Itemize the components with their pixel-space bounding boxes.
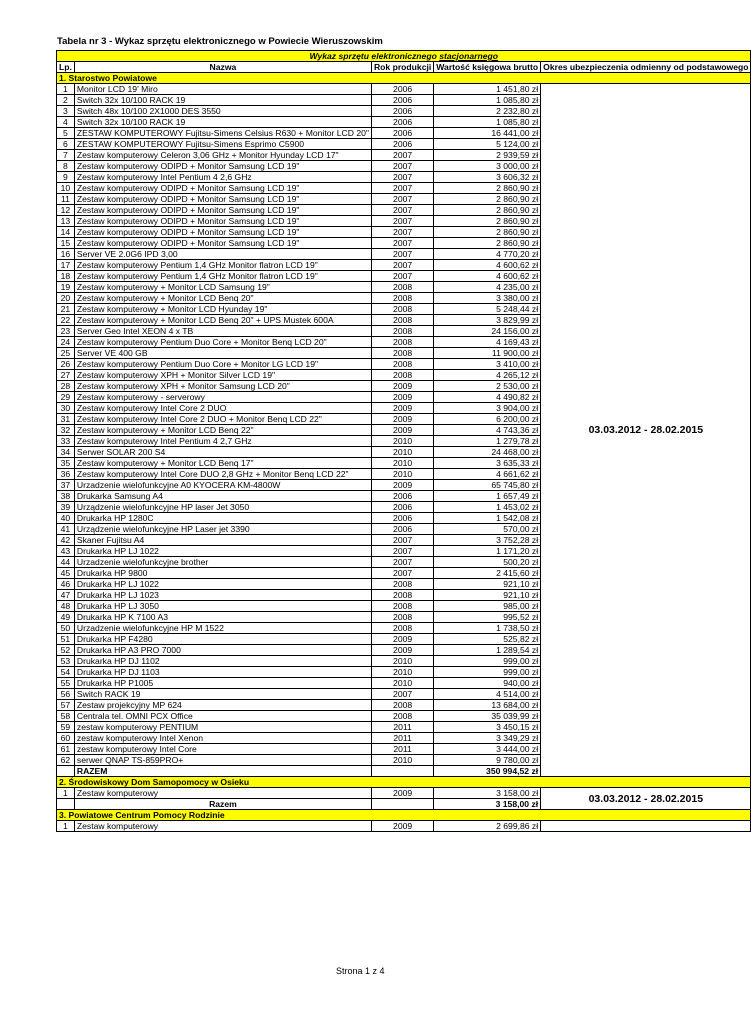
cell-lp: 3 — [57, 106, 75, 117]
cell-lp: 44 — [57, 557, 75, 568]
cell-nazwa: Zestaw projekcyjny MP 624 — [74, 700, 371, 711]
cell-lp: 48 — [57, 601, 75, 612]
cell-wartosc: 6 200,00 zł — [434, 414, 541, 425]
cell-rok: 2010 — [371, 656, 433, 667]
cell-nazwa: Zestaw komputerowy — [74, 788, 371, 799]
cell-lp: 42 — [57, 535, 75, 546]
cell-wartosc: 1 542,08 zł — [434, 513, 541, 524]
cell-lp: 49 — [57, 612, 75, 623]
total-value: 3 158,00 zł — [434, 799, 541, 810]
cell-lp: 16 — [57, 249, 75, 260]
table-banner-row — [57, 51, 751, 62]
header-lp: Lp. — [57, 62, 75, 73]
cell-rok: 2010 — [371, 469, 433, 480]
header-wartosc: Wartość księgowa brutto — [434, 62, 541, 73]
cell-lp: 5 — [57, 128, 75, 139]
header-rok: Rok produkcji — [371, 62, 433, 73]
cell-nazwa: Zestaw komputerowy ODIPD + Monitor Samsung LCD 19" — [74, 161, 371, 172]
cell-lp: 46 — [57, 579, 75, 590]
cell-lp: 37 — [57, 480, 75, 491]
cell-lp: 33 — [57, 436, 75, 447]
cell-lp: 31 — [57, 414, 75, 425]
cell-lp: 43 — [57, 546, 75, 557]
cell-rok: 2006 — [371, 128, 433, 139]
cell-wartosc: 4 661,62 zł — [434, 469, 541, 480]
cell-rok: 2009 — [371, 403, 433, 414]
cell-lp: 35 — [57, 458, 75, 469]
cell-lp: 1 — [57, 788, 75, 799]
cell-lp: 40 — [57, 513, 75, 524]
cell-wartosc: 4 169,43 zł — [434, 337, 541, 348]
cell-nazwa: Zestaw komputerowy — [74, 821, 371, 832]
cell-nazwa: Drukarka HP LJ 3050 — [74, 601, 371, 612]
cell-lp: 28 — [57, 381, 75, 392]
cell-rok: 2008 — [371, 370, 433, 381]
cell-rok: 2008 — [371, 579, 433, 590]
cell-wartosc: 1 289,54 zł — [434, 645, 541, 656]
cell-nazwa: Zestaw komputerowy Intel Core DUO 2,8 GHz + Monitor Benq LCD 22" — [74, 469, 371, 480]
cell-lp: 17 — [57, 260, 75, 271]
cell-rok: 2006 — [371, 84, 433, 95]
cell-wartosc: 999,00 zł — [434, 667, 541, 678]
cell-rok: 2011 — [371, 744, 433, 755]
cell-lp: 10 — [57, 183, 75, 194]
cell-rok: 2006 — [371, 139, 433, 150]
cell-lp: 27 — [57, 370, 75, 381]
cell-nazwa: Zestaw komputerowy Celeron 3,06 GHz + Monitor Hyunday LCD 17" — [74, 150, 371, 161]
cell-nazwa: Switch 32x 10/100 RACK 19 — [74, 117, 371, 128]
table-row — [57, 821, 751, 832]
cell-lp: 41 — [57, 524, 75, 535]
cell-lp: 24 — [57, 337, 75, 348]
cell-rok: 2007 — [371, 227, 433, 238]
cell-wartosc: 1 085,80 zł — [434, 95, 541, 106]
equipment-table — [56, 50, 751, 832]
cell-nazwa: Drukarka HP LJ 1022 — [74, 546, 371, 557]
cell-rok: 2009 — [371, 425, 433, 436]
cell-wartosc: 570,00 zł — [434, 524, 541, 535]
cell-wartosc: 2 860,90 zł — [434, 194, 541, 205]
cell-rok: 2008 — [371, 711, 433, 722]
cell-rok: 2007 — [371, 557, 433, 568]
cell-rok: 2008 — [371, 326, 433, 337]
cell-rok: 2008 — [371, 700, 433, 711]
cell-nazwa: ZESTAW KOMPUTEROWY Fujitsu-Simens Esprimo C5900 — [74, 139, 371, 150]
cell-nazwa: serwer QNAP TS-859PRO+ — [74, 755, 371, 766]
cell-nazwa: Drukarka HP A3 PRO 7000 — [74, 645, 371, 656]
section-title: 2. Środowiskowy Dom Samopomocy w Osieku — [57, 777, 751, 788]
cell-nazwa: Zestaw komputerowy XPH + Monitor Silver LCD 19" — [74, 370, 371, 381]
cell-lp: 62 — [57, 755, 75, 766]
cell-wartosc: 4 235,00 zł — [434, 282, 541, 293]
cell-nazwa: Zestaw komputerowy + Monitor LCD Benq 20" + UPS Mustek 600A — [74, 315, 371, 326]
cell-nazwa: Drukarka HP 9800 — [74, 568, 371, 579]
cell-lp: 53 — [57, 656, 75, 667]
cell-nazwa: Server Geo Intel XEON 4 x TB — [74, 326, 371, 337]
cell-nazwa: Zestaw komputerowy + Monitor LCD Benq 20" — [74, 293, 371, 304]
cell-nazwa: Monitor LCD 19' Miro — [74, 84, 371, 95]
cell-rok: 2010 — [371, 755, 433, 766]
cell-nazwa: Drukarka HP 1280C — [74, 513, 371, 524]
cell-rok: 2007 — [371, 260, 433, 271]
cell-rok: 2007 — [371, 172, 433, 183]
cell-nazwa: Urzadzenie wielofunkcyjne brother — [74, 557, 371, 568]
cell-rok: 2007 — [371, 161, 433, 172]
cell-wartosc: 2 860,90 zł — [434, 238, 541, 249]
cell-nazwa: Zestaw komputerowy ODIPD + Monitor Samsung LCD 19" — [74, 183, 371, 194]
cell-nazwa: Zestaw komputerowy ODIPD + Monitor Samsung LCD 19" — [74, 227, 371, 238]
cell-rok: 2008 — [371, 601, 433, 612]
cell-lp: 2 — [57, 95, 75, 106]
cell-rok: 2008 — [371, 623, 433, 634]
cell-lp: 55 — [57, 678, 75, 689]
cell-nazwa: Zestaw komputerowy + Monitor LCD Benq 22" — [74, 425, 371, 436]
cell-lp: 32 — [57, 425, 75, 436]
cell-rok: 2008 — [371, 359, 433, 370]
cell-wartosc: 2 860,90 zł — [434, 227, 541, 238]
cell-wartosc: 24 468,00 zł — [434, 447, 541, 458]
cell-wartosc: 4 490,82 zł — [434, 392, 541, 403]
cell-lp: 58 — [57, 711, 75, 722]
cell-rok: 2007 — [371, 205, 433, 216]
table-row — [57, 84, 751, 95]
cell-lp: 6 — [57, 139, 75, 150]
section-header-row — [57, 777, 751, 788]
cell-rok: 2007 — [371, 194, 433, 205]
total-value: 350 994,52 zł — [434, 766, 541, 777]
cell-rok: 2009 — [371, 480, 433, 491]
cell-rok: 2007 — [371, 183, 433, 194]
cell-wartosc: 2 860,90 zł — [434, 216, 541, 227]
cell-lp: 7 — [57, 150, 75, 161]
cell-lp: 30 — [57, 403, 75, 414]
cell-nazwa: Zestaw komputerowy ODIPD + Monitor Samsung LCD 19" — [74, 216, 371, 227]
cell-lp: 13 — [57, 216, 75, 227]
cell-nazwa: Zestaw komputerowy - serverowy — [74, 392, 371, 403]
cell-wartosc: 2 232,80 zł — [434, 106, 541, 117]
cell-rok: 2009 — [371, 392, 433, 403]
cell-rok: 2010 — [371, 458, 433, 469]
cell-wartosc: 2 415,60 zł — [434, 568, 541, 579]
cell-wartosc: 4 600,62 zł — [434, 271, 541, 282]
cell-wartosc: 1 171,20 zł — [434, 546, 541, 557]
cell-nazwa: Zestaw komputerowy ODIPD + Monitor Samsung LCD 19" — [74, 205, 371, 216]
cell-wartosc: 3 000,00 zł — [434, 161, 541, 172]
cell-nazwa: Drukarka HP LJ 1023 — [74, 590, 371, 601]
cell-rok: 2007 — [371, 689, 433, 700]
cell-rok: 2010 — [371, 436, 433, 447]
cell-rok: 2010 — [371, 667, 433, 678]
cell-rok: 2006 — [371, 95, 433, 106]
cell-nazwa: Drukarka HP DJ 1103 — [74, 667, 371, 678]
cell-wartosc: 3 752,28 zł — [434, 535, 541, 546]
cell-nazwa: Zestaw komputerowy Pentium 1,4 GHz Monitor flatron LCD 19" — [74, 271, 371, 282]
cell-rok: 2006 — [371, 524, 433, 535]
cell-nazwa: Drukarka HP LJ 1022 — [74, 579, 371, 590]
cell-nazwa: Centrala tel. OMNI PCX Office — [74, 711, 371, 722]
cell-lp: 50 — [57, 623, 75, 634]
section-header-row — [57, 810, 751, 821]
cell-rok: 2007 — [371, 216, 433, 227]
cell-empty — [371, 799, 433, 810]
total-label: Razem — [74, 799, 371, 810]
cell-nazwa: zestaw komputerowy Intel Xenon — [74, 733, 371, 744]
cell-lp: 21 — [57, 304, 75, 315]
cell-wartosc: 1 451,80 zł — [434, 84, 541, 95]
cell-nazwa: Zestaw komputerowy Intel Core 2 DUO + Monitor Benq LCD 22" — [74, 414, 371, 425]
cell-lp: 39 — [57, 502, 75, 513]
cell-nazwa: Urządzenie wielofunkcyjne HP Laser jet 3390 — [74, 524, 371, 535]
cell-wartosc: 921,10 zł — [434, 590, 541, 601]
cell-nazwa: Zestaw komputerowy ODIPD + Monitor Samsung LCD 19" — [74, 194, 371, 205]
cell-lp: 14 — [57, 227, 75, 238]
cell-wartosc: 3 829,99 zł — [434, 315, 541, 326]
header-okres: Okres ubezpieczenia odmienny od podstawowego — [541, 62, 751, 73]
cell-lp: 18 — [57, 271, 75, 282]
cell-rok: 2007 — [371, 150, 433, 161]
cell-rok: 2006 — [371, 513, 433, 524]
cell-lp: 59 — [57, 722, 75, 733]
cell-wartosc: 5 248,44 zł — [434, 304, 541, 315]
cell-lp: 9 — [57, 172, 75, 183]
cell-wartosc: 3 349,29 zł — [434, 733, 541, 744]
cell-wartosc: 16 441,00 zł — [434, 128, 541, 139]
cell-lp: 29 — [57, 392, 75, 403]
cell-rok: 2007 — [371, 546, 433, 557]
table-header-row — [57, 62, 751, 73]
cell-nazwa: Drukarka HP K 7100 A3 — [74, 612, 371, 623]
cell-nazwa: Server VE 400 GB — [74, 348, 371, 359]
cell-wartosc: 985,00 zł — [434, 601, 541, 612]
cell-wartosc: 13 684,00 zł — [434, 700, 541, 711]
cell-wartosc: 3 444,00 zł — [434, 744, 541, 755]
cell-rok: 2009 — [371, 788, 433, 799]
cell-lp: 20 — [57, 293, 75, 304]
cell-lp: 45 — [57, 568, 75, 579]
cell-rok: 2008 — [371, 293, 433, 304]
cell-nazwa: Zestaw komputerowy ODIPD + Monitor Samsung LCD 19" — [74, 238, 371, 249]
section-title: 1. Starostwo Powiatowe — [57, 73, 751, 84]
cell-lp: 8 — [57, 161, 75, 172]
cell-rok: 2007 — [371, 238, 433, 249]
cell-rok: 2007 — [371, 271, 433, 282]
cell-wartosc: 4 265,12 zł — [434, 370, 541, 381]
cell-lp: 47 — [57, 590, 75, 601]
cell-lp: 34 — [57, 447, 75, 458]
cell-lp: 1 — [57, 821, 75, 832]
cell-wartosc: 1 279,78 zł — [434, 436, 541, 447]
cell-rok: 2008 — [371, 337, 433, 348]
cell-rok: 2011 — [371, 733, 433, 744]
cell-rok: 2007 — [371, 249, 433, 260]
section-title: 3. Powiatowe Centrum Pomocy Rodzinie — [57, 810, 751, 821]
cell-lp: 4 — [57, 117, 75, 128]
cell-rok: 2007 — [371, 535, 433, 546]
cell-nazwa: Urządzenie wielofunkcyjne HP laser Jet 3050 — [74, 502, 371, 513]
cell-wartosc: 9 780,00 zł — [434, 755, 541, 766]
cell-rok: 2007 — [371, 568, 433, 579]
cell-wartosc: 921,10 zł — [434, 579, 541, 590]
cell-wartosc: 3 635,33 zł — [434, 458, 541, 469]
cell-lp: 52 — [57, 645, 75, 656]
cell-nazwa: Zestaw komputerowy Intel Pentium 4 2,7 GHz — [74, 436, 371, 447]
cell-nazwa: Skaner Fujitsu A4 — [74, 535, 371, 546]
total-label: RAZEM — [74, 766, 371, 777]
cell-nazwa: ZESTAW KOMPUTEROWY Fujitsu-Simens Celsius R630 + Monitor LCD 20" — [74, 128, 371, 139]
cell-nazwa: Urzadzenie wielofunkcyjne HP M 1522 — [74, 623, 371, 634]
cell-nazwa: Drukarka HP DJ 1102 — [74, 656, 371, 667]
cell-wartosc: 2 860,90 zł — [434, 183, 541, 194]
cell-nazwa: Urzadzenie wielofunkcyjne A0 KYOCERA KM-4800W — [74, 480, 371, 491]
cell-lp: 25 — [57, 348, 75, 359]
cell-nazwa: Drukarka HP F4280 — [74, 634, 371, 645]
cell-wartosc: 2 530,00 zł — [434, 381, 541, 392]
cell-wartosc: 5 124,00 zł — [434, 139, 541, 150]
cell-rok: 2011 — [371, 722, 433, 733]
cell-rok: 2008 — [371, 348, 433, 359]
cell-wartosc: 4 743,36 zł — [434, 425, 541, 436]
header-nazwa: Nazwa — [74, 62, 371, 73]
cell-rok: 2009 — [371, 821, 433, 832]
cell-wartosc: 4 600,62 zł — [434, 260, 541, 271]
cell-nazwa: Zestaw komputerowy Pentium 1,4 GHz Monitor flatron LCD 19" — [74, 260, 371, 271]
cell-wartosc: 1 085,80 zł — [434, 117, 541, 128]
cell-rok: 2010 — [371, 447, 433, 458]
cell-wartosc: 4 770,20 zł — [434, 249, 541, 260]
cell-nazwa: Drukarka Samsung A4 — [74, 491, 371, 502]
cell-nazwa: Switch 48x 10/100 2X1000 DES 3550 — [74, 106, 371, 117]
cell-nazwa: Switch 32x 10/100 RACK 19 — [74, 95, 371, 106]
cell-empty — [371, 766, 433, 777]
cell-nazwa: Zestaw komputerowy + Monitor LCD Hyunday 19" — [74, 304, 371, 315]
cell-rok: 2006 — [371, 491, 433, 502]
cell-nazwa: Serwer SOLAR 200 S4 — [74, 447, 371, 458]
cell-lp: 19 — [57, 282, 75, 293]
cell-wartosc: 999,00 zł — [434, 656, 541, 667]
cell-lp: 56 — [57, 689, 75, 700]
cell-wartosc: 3 410,00 zł — [434, 359, 541, 370]
cell-wartosc: 1 453,02 zł — [434, 502, 541, 513]
cell-lp: 54 — [57, 667, 75, 678]
cell-rok: 2009 — [371, 645, 433, 656]
cell-nazwa: zestaw komputerowy PENTIUM — [74, 722, 371, 733]
cell-okres: 03.03.2012 - 28.02.2015 — [541, 788, 751, 810]
cell-nazwa: Zestaw komputerowy + Monitor LCD Benq 17" — [74, 458, 371, 469]
cell-lp: 57 — [57, 700, 75, 711]
cell-lp: 23 — [57, 326, 75, 337]
cell-wartosc: 35 039,99 zł — [434, 711, 541, 722]
page-footer: Strona 1 z 4 — [336, 966, 385, 976]
cell-wartosc: 2 939,59 zł — [434, 150, 541, 161]
cell-wartosc: 24 156,00 zł — [434, 326, 541, 337]
cell-rok: 2010 — [371, 678, 433, 689]
cell-wartosc: 4 514,00 zł — [434, 689, 541, 700]
cell-rok: 2008 — [371, 612, 433, 623]
cell-wartosc: 3 158,00 zł — [434, 788, 541, 799]
cell-wartosc: 65 745,80 zł — [434, 480, 541, 491]
cell-empty — [57, 766, 75, 777]
cell-nazwa: Zestaw komputerowy Pentium Duo Core + Monitor LG LCD 19" — [74, 359, 371, 370]
cell-wartosc: 11 900,00 zł — [434, 348, 541, 359]
cell-lp: 15 — [57, 238, 75, 249]
cell-wartosc: 940,00 zł — [434, 678, 541, 689]
cell-wartosc: 525,82 zł — [434, 634, 541, 645]
document-title: Tabela nr 3 - Wykaz sprzętu elektronicznego w Powiecie Wieruszowskim — [57, 36, 383, 47]
cell-rok: 2009 — [371, 414, 433, 425]
cell-okres — [541, 821, 751, 832]
cell-okres: 03.03.2012 - 28.02.2015 — [541, 84, 751, 777]
cell-lp: 38 — [57, 491, 75, 502]
cell-rok: 2008 — [371, 315, 433, 326]
table-row — [57, 788, 751, 799]
cell-rok: 2008 — [371, 304, 433, 315]
cell-lp: 22 — [57, 315, 75, 326]
cell-nazwa: Zestaw komputerowy Intel Pentium 4 2,6 GHz — [74, 172, 371, 183]
cell-nazwa: Switch RACK 19 — [74, 689, 371, 700]
cell-wartosc: 3 380,00 zł — [434, 293, 541, 304]
cell-nazwa: Zestaw komputerowy + Monitor LCD Samsung 19" — [74, 282, 371, 293]
cell-lp: 26 — [57, 359, 75, 370]
cell-wartosc: 3 450,15 zł — [434, 722, 541, 733]
cell-rok: 2009 — [371, 381, 433, 392]
cell-nazwa: Zestaw komputerowy XPH + Monitor Samsung LCD 20" — [74, 381, 371, 392]
section-header-row — [57, 73, 751, 84]
cell-wartosc: 1 657,49 zł — [434, 491, 541, 502]
cell-wartosc: 1 738,50 zł — [434, 623, 541, 634]
cell-lp: 60 — [57, 733, 75, 744]
cell-rok: 2009 — [371, 634, 433, 645]
cell-rok: 2006 — [371, 117, 433, 128]
cell-wartosc: 3 606,32 zł — [434, 172, 541, 183]
cell-rok: 2008 — [371, 590, 433, 601]
cell-wartosc: 2 699,86 zł — [434, 821, 541, 832]
cell-lp: 51 — [57, 634, 75, 645]
cell-wartosc: 3 904,00 zł — [434, 403, 541, 414]
cell-lp: 11 — [57, 194, 75, 205]
cell-nazwa: zestaw komputerowy Intel Core — [74, 744, 371, 755]
cell-rok: 2008 — [371, 282, 433, 293]
cell-lp: 1 — [57, 84, 75, 95]
cell-lp: 36 — [57, 469, 75, 480]
cell-wartosc: 995,52 zł — [434, 612, 541, 623]
cell-rok: 2006 — [371, 106, 433, 117]
cell-rok: 2006 — [371, 502, 433, 513]
cell-nazwa: Zestaw komputerowy Intel Core 2 DUO — [74, 403, 371, 414]
table-banner: Wykaz sprzętu elektronicznego stacjonarnego — [57, 51, 751, 62]
cell-nazwa: Server VE 2.0G6 IPD 3,00 — [74, 249, 371, 260]
cell-wartosc: 500,20 zł — [434, 557, 541, 568]
cell-nazwa: Zestaw komputerowy Pentium Duo Core + Monitor Benq LCD 20" — [74, 337, 371, 348]
cell-wartosc: 2 860,90 zł — [434, 205, 541, 216]
cell-nazwa: Drukarka HP P1005 — [74, 678, 371, 689]
cell-empty — [57, 799, 75, 810]
cell-lp: 61 — [57, 744, 75, 755]
cell-lp: 12 — [57, 205, 75, 216]
